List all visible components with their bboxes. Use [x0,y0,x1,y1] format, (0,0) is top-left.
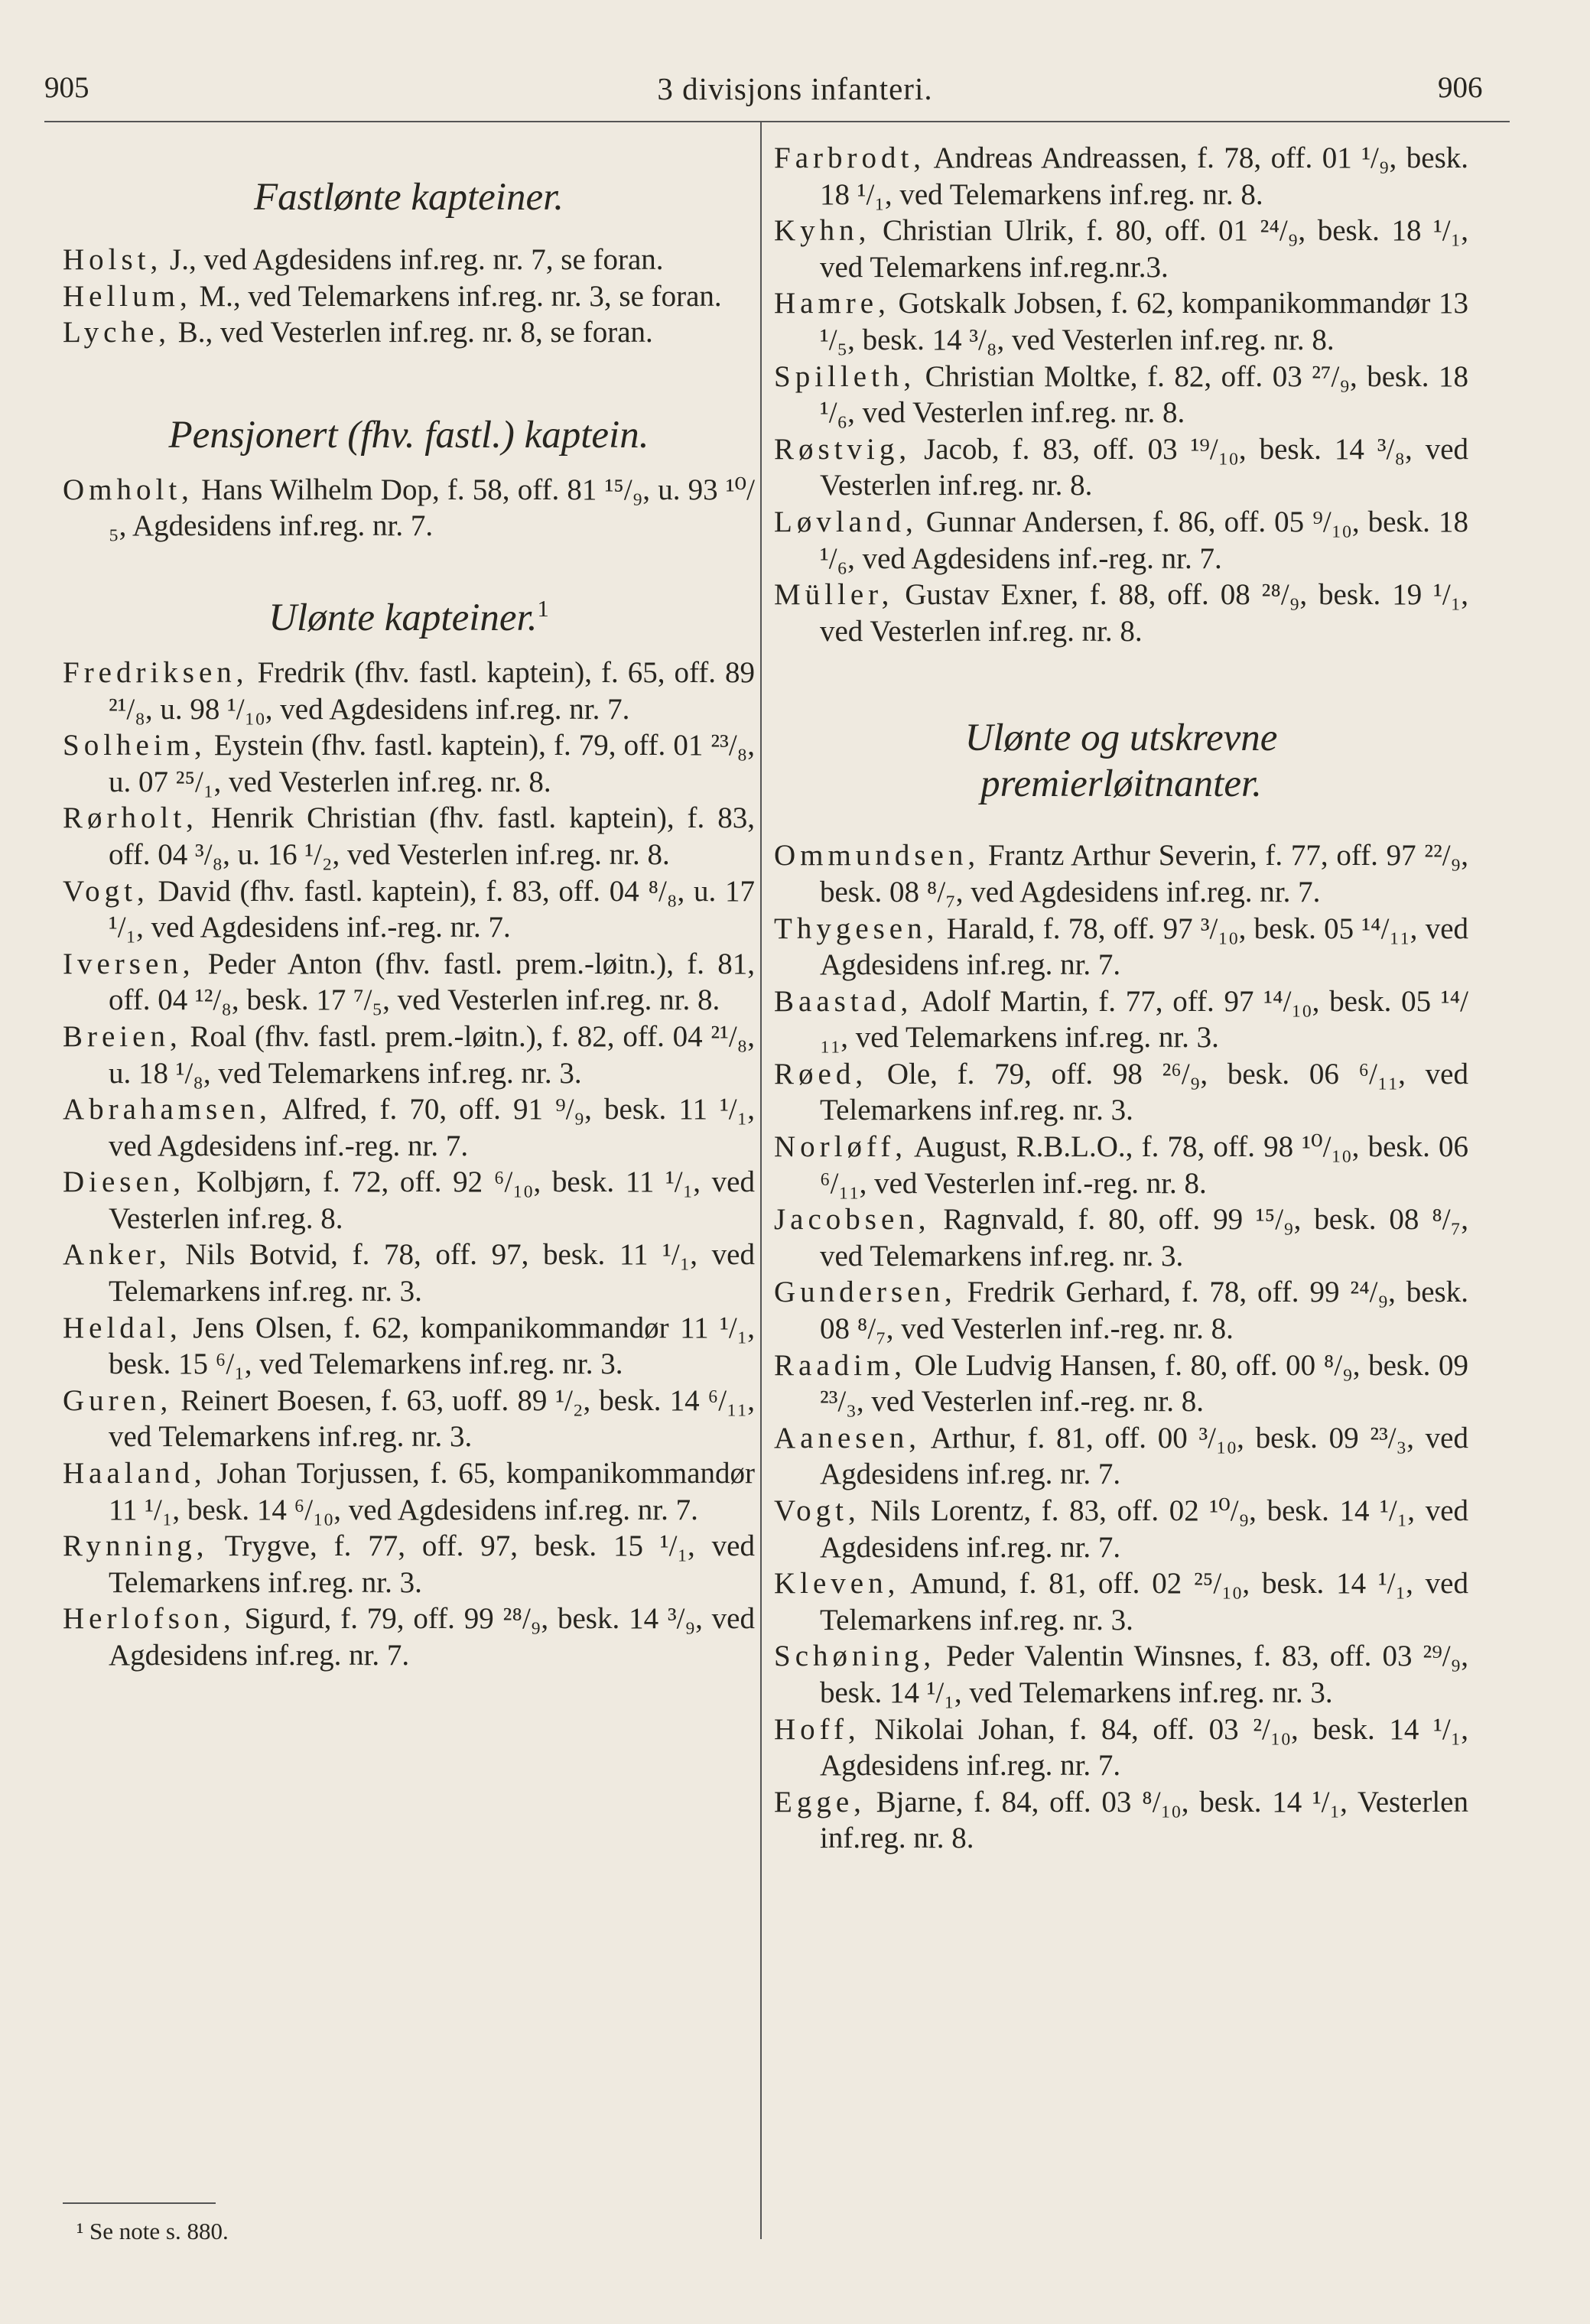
entry-surname: Baastad, [774,984,913,1018]
heading-premierloitnanter: Ulønte og utskrevne premierløitnanter. [964,717,1278,806]
entry-surname: Abrahamsen, [63,1093,272,1126]
entry-details: Nikolai Johan, f. 84, off. 03 ²/₁₀, besk. 14 ¹/₁, Agdesidens inf.reg. nr. 7. [820,1712,1468,1783]
list-item [774,1565,1468,1638]
list-item [774,1638,1468,1711]
entry-surname: Vogt, [774,1494,860,1527]
list-item [63,873,755,946]
entry-details: Ole, f. 79, off. 98 ²⁶/₉, besk. 06 ⁶/₁₁, ved Telemarkens inf.reg. nr. 3. [820,1057,1468,1127]
list-item [774,285,1468,358]
list-item [63,946,755,1019]
entry-surname: Schøning, [774,1640,936,1673]
list-item [63,655,755,727]
entry-details: Christian Moltke, f. 82, off. 03 ²⁷/₉, besk. 18 ¹/₆, ved Vesterlen inf.reg. nr. 8. [820,359,1468,430]
entry-surname: Haaland, [63,1457,206,1490]
entry-surname: Iversen, [63,947,195,980]
list-item [774,1420,1468,1493]
entry-details: Frantz Arthur Severin, f. 77, off. 97 ²²/₉, besk. 08 ⁸/₇, ved Agdesidens inf.reg. nr. 7. [820,839,1468,908]
list-item [63,1019,755,1091]
list-item [63,1091,755,1164]
list-item [774,1784,1468,1857]
entry-surname: Løvland, [774,505,918,538]
entry-surname: Fredriksen, [63,655,249,689]
entry-details: Amund, f. 81, off. 02 ²⁵/₁₀, besk. 14 ¹/₁, ved Telemarkens inf.reg. nr. 3. [820,1567,1468,1637]
entry-details: Trygve, f. 77, off. 97, besk. 15 ¹/₁, ved Telemarkens inf.reg. nr. 3. [109,1529,755,1599]
list-item [774,837,1468,910]
right-column [774,140,1468,1857]
list-item [774,359,1468,431]
entry-surname: Aanesen, [774,1421,922,1455]
list-item [774,1056,1468,1129]
entry-details: Sigurd, f. 79, off. 99 ²⁸/₉, besk. 14 ³/₉, ved Agdesidens inf.reg. nr. 7. [109,1602,755,1672]
list-item [63,1237,755,1309]
entry-details: Roal (fhv. fastl. prem.-løitn.), f. 82, off. 04 ²¹/₈, u. 18 ¹/₈, ved Telemarkens inf.reg. nr. 3. [109,1019,755,1090]
entry-details: Alfred, f. 70, off. 91 ⁹/₉, besk. 11 ¹/₁, ved Agdesidens inf.-reg. nr. 7. [109,1093,755,1162]
entry-details: Ragnvald, f. 80, off. 99 ¹⁵/₉, besk. 08 ⁸/₇, ved Telemarkens inf.reg. nr. 3. [820,1203,1468,1273]
entry-surname: Røstvig, [774,432,912,466]
left-column [63,174,755,1674]
entry-details: Nils Botvid, f. 78, off. 97, besk. 11 ¹/₁, ved Telemarkens inf.reg. nr. 3. [109,1238,755,1308]
entry-surname: Gundersen, [774,1276,957,1309]
list-item [63,800,755,873]
list-item [774,1201,1468,1274]
entry-surname: Holst, [63,243,163,276]
list-item [774,140,1468,213]
list-item [774,504,1468,577]
entry-surname: Breien, [63,1019,182,1053]
entry-details: Fredrik (fhv. fastl. kaptein), f. 65, off. 89 ²¹/₈, u. 98 ¹/₁₀, ved Agdesidens inf.reg. nr. 7. [109,655,755,726]
premierloitnanter-list [774,837,1468,1857]
entry-details: Jens Olsen, f. 62, kompanikommandør 11 ¹/₁, besk. 15 ⁶/₁, ved Telemarkens inf.reg. nr. 3. [109,1311,755,1381]
entry-details: Nils Lorentz, f. 83, off. 02 ¹⁰/₉, besk. 14 ¹/₁, ved Agdesidens inf.reg. nr. 7. [820,1494,1468,1564]
list-item [774,1274,1468,1347]
entry-surname: Hamre, [774,287,890,320]
list-item [774,1347,1468,1420]
entry-surname: Kyhn, [774,214,871,248]
list-item [774,1711,1468,1784]
entry-surname: Vogt, [63,874,149,908]
entry-surname: Müller, [774,578,894,612]
entry-details: B., ved Vesterlen inf.reg. nr. 8, se foran. [171,316,653,349]
entry-surname: Spilleth, [774,359,916,393]
list-item [63,278,755,315]
entry-surname: Guren, [63,1383,173,1417]
entry-details: Peder Anton (fhv. fastl. prem.-løitn.), f. 81, off. 04 ¹²/₈, besk. 17 ⁷/₅, ved Vesterlen inf.reg. nr. 8. [109,947,755,1017]
list-item [774,1129,1468,1201]
entry-details: Adolf Martin, f. 77, off. 97 ¹⁴/₁₀, besk. 05 ¹⁴/₁₁, ved Telemarkens inf.reg. nr. 3. [820,984,1468,1055]
entry-details: M., ved Telemarkens inf.reg. nr. 3, se foran. [191,279,722,313]
entry-surname: Omholt, [63,473,193,506]
entry-surname: Kleven, [774,1567,900,1601]
entry-details: Christian Ulrik, f. 80, off. 01 ²⁴/₉, besk. 18 ¹/₁, ved Telemarkens inf.reg.nr.3. [820,214,1468,284]
entry-details: Henrik Christian (fhv. fastl. kaptein), f. 83, off. 04 ³/₈, u. 16 ¹/₂, ved Vesterlen inf.reg. nr. 8. [109,801,755,871]
column-divider [760,121,762,2239]
entry-surname: Rynning, [63,1529,209,1563]
entry-surname: Røed, [774,1057,868,1090]
entry-details: J., ved Agdesidens inf.reg. nr. 7, se foran. [162,243,664,276]
list-item [63,472,755,544]
list-item [63,1164,755,1237]
entry-details: Gustav Exner, f. 88, off. 08 ²⁸/₉, besk. 19 ¹/₁, ved Vesterlen inf.reg. nr. 8. [820,578,1468,648]
entry-details: Reinert Boesen, f. 63, uoff. 89 ¹/₂, besk. 14 ⁶/₁₁, ved Telemarkens inf.reg. nr. 3. [109,1383,755,1454]
entry-surname: Solheim, [63,729,206,762]
running-title: 3 divisjons infanteri. [657,71,933,106]
entry-surname: Diesen, [63,1165,186,1199]
list-item [774,911,1468,983]
entry-details: Kolbjørn, f. 72, off. 92 ⁶/₁₀, besk. 11 ¹/₁, ved Vesterlen inf.reg. 8. [109,1165,755,1235]
footnote-marker: 1 [537,595,549,622]
heading-ulonte-kapteiner [63,595,755,641]
ulonte-list [63,655,755,1674]
entry-details: Andreas Andreassen, f. 78, off. 01 ¹/₉, besk. 18 ¹/₁, ved Telemarkens inf.reg. nr. 8. [820,141,1468,211]
running-header [0,70,1590,116]
entry-surname: Egge, [774,1785,866,1819]
list-item [63,727,755,800]
heading-pensjonert-kaptein: Pensjonert (fhv. fastl.) kaptein. [168,413,649,457]
entry-surname: Hellum, [63,279,192,313]
list-item [63,1383,755,1455]
right-top-list [774,140,1468,649]
list-item [774,577,1468,649]
entry-surname: Heldal, [63,1311,182,1344]
list-item [63,1310,755,1383]
entry-surname: Jacobsen, [774,1203,931,1237]
entry-details: Johan Torjussen, f. 65, kompanikommandør 11 ¹/₁, besk. 14 ⁶/₁₀, ved Agdesidens inf.reg. nr. 7. [109,1457,755,1526]
pensjonert-list [63,472,755,544]
list-item [63,1601,755,1673]
entry-surname: Ommundsen, [774,839,980,873]
entry-details: Gunnar Andersen, f. 86, off. 05 ⁹/₁₀, besk. 18 ¹/₆, ved Agdesidens inf.-reg. nr. 7. [820,505,1468,575]
list-item [63,1528,755,1601]
list-item [63,1455,755,1528]
entry-details: August, R.B.L.O., f. 78, off. 98 ¹⁰/₁₀, besk. 06 ⁶/₁₁, ved Vesterlen inf.-reg. nr. 8. [820,1130,1468,1200]
entry-surname: Thygesen, [774,912,939,945]
page-number-left: 905 [44,71,89,104]
entry-surname: Raadim, [774,1348,907,1382]
list-item [63,242,755,278]
entry-surname: Lyche, [63,316,171,349]
list-item [774,213,1468,285]
entry-surname: Herlofson, [63,1602,236,1636]
entry-details: Arthur, f. 81, off. 00 ³/₁₀, besk. 09 ²³/₃, ved Agdesidens inf.reg. nr. 7. [820,1421,1468,1491]
header-rule [44,121,1510,122]
entry-details: Bjarne, f. 84, off. 03 ⁸/₁₀, besk. 14 ¹/₁, Vesterlen inf.reg. nr. 8. [820,1785,1468,1855]
entry-surname: Hoff, [774,1712,860,1746]
heading-ulonte-text: Ulønte kapteiner. [268,596,538,639]
entry-details: Jacob, f. 83, off. 03 ¹⁹/₁₀, besk. 14 ³/₈, ved Vesterlen inf.reg. nr. 8. [820,432,1468,502]
entry-details: Harald, f. 78, off. 97 ³/₁₀, besk. 05 ¹⁴/₁₁, ved Agdesidens inf.reg. nr. 7. [820,912,1468,982]
footnote-rule [63,2202,216,2204]
entry-details: Fredrik Gerhard, f. 78, off. 99 ²⁴/₉, besk. 08 ⁸/₇, ved Vesterlen inf.-reg. nr. 8. [820,1276,1468,1346]
entry-surname: Norløff, [774,1130,908,1164]
fastlonte-list [63,242,755,351]
entry-details: Eystein (fhv. fastl. kaptein), f. 79, off. 01 ²³/₈, u. 07 ²⁵/₁, ved Vesterlen inf.reg. nr. 8. [109,729,755,798]
entry-details: Hans Wilhelm Dop, f. 58, off. 81 ¹⁵/₉, u. 93 ¹⁰/₅, Agdesidens inf.reg. nr. 7. [109,473,755,543]
entry-surname: Rørholt, [63,801,198,835]
heading-fastlonte-kapteiner: Fastlønte kapteiner. [253,176,564,219]
entry-details: Peder Valentin Winsnes, f. 83, off. 03 ²⁹/₉, besk. 14 ¹/₁, ved Telemarkens inf.reg. nr. 3. [820,1640,1468,1709]
entry-details: David (fhv. fastl. kaptein), f. 83, off. 04 ⁸/₈, u. 17 ¹/₁, ved Agdesidens inf.-reg. nr. 7. [109,874,755,944]
entry-surname: Farbrodt, [774,141,926,174]
list-item [774,431,1468,504]
entry-surname: Anker, [63,1238,171,1272]
entry-details: Gotskalk Jobsen, f. 62, kompanikommandør 13 ¹/₅, besk. 14 ³/₈, ved Vesterlen inf.reg. nr. 8. [820,287,1468,356]
page-number-right: 906 [1438,71,1483,104]
list-item [63,314,755,351]
list-item [774,1493,1468,1565]
footnote: ¹ Se note s. 880. [76,2218,229,2244]
list-item [774,983,1468,1056]
entry-details: Ole Ludvig Hansen, f. 80, off. 00 ⁸/₉, besk. 09 ²³/₃, ved Vesterlen inf.-reg. nr. 8. [820,1348,1468,1419]
